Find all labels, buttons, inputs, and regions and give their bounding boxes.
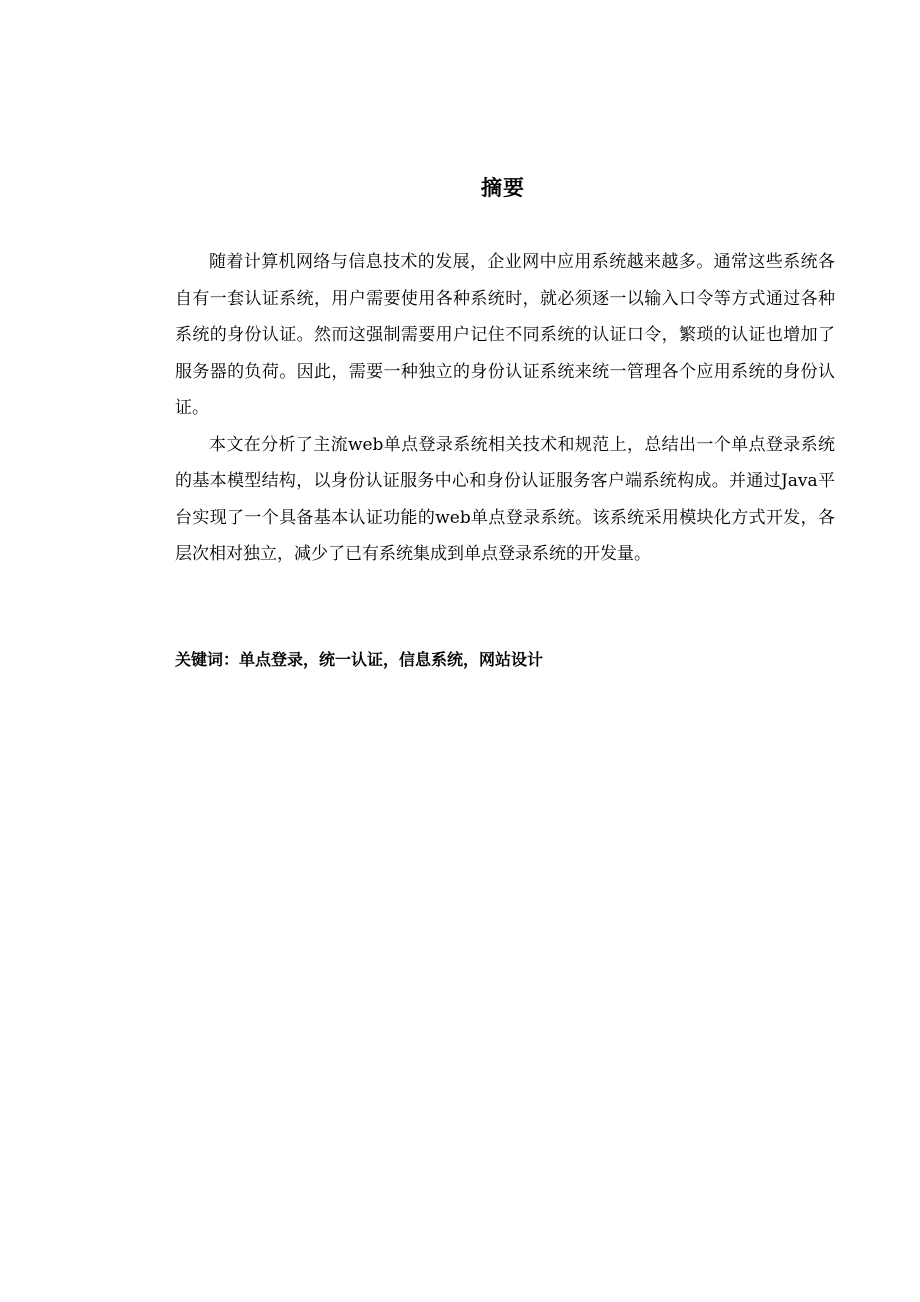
keywords-line: 关键词：单点登录，统一认证，信息系统，网站设计	[175, 650, 544, 669]
abstract-title: 摘要	[481, 176, 525, 200]
abstract-body	[175, 244, 835, 573]
abstract-paragraph-2: 本文在分析了主流web单点登录系统相关技术和规范上，总结出一个单点登录系统的基本模型结构，以身份认证服务中心和身份认证服务客户端系统构成。并通过Java平台实现了一个具备基本认证功能的web单点登录系统。该系统采用模块化方式开发，各层次相对独立，减少了已有系统集成到单点登录系统的开发量。	[175, 434, 835, 564]
abstract-paragraph-1: 随着计算机网络与信息技术的发展，企业网中应用系统越来越多。通常这些系统各自有一套认证系统，用户需要使用各种系统时，就必须逐一以输入口令等方式通过各种系统的身份认证。然而这强制需要用户记住不同系统的认证口令，繁琐的认证也增加了服务器的负荷。因此，需要一种独立的身份认证系统来统一管理各个应用系统的身份认证。	[175, 252, 835, 418]
